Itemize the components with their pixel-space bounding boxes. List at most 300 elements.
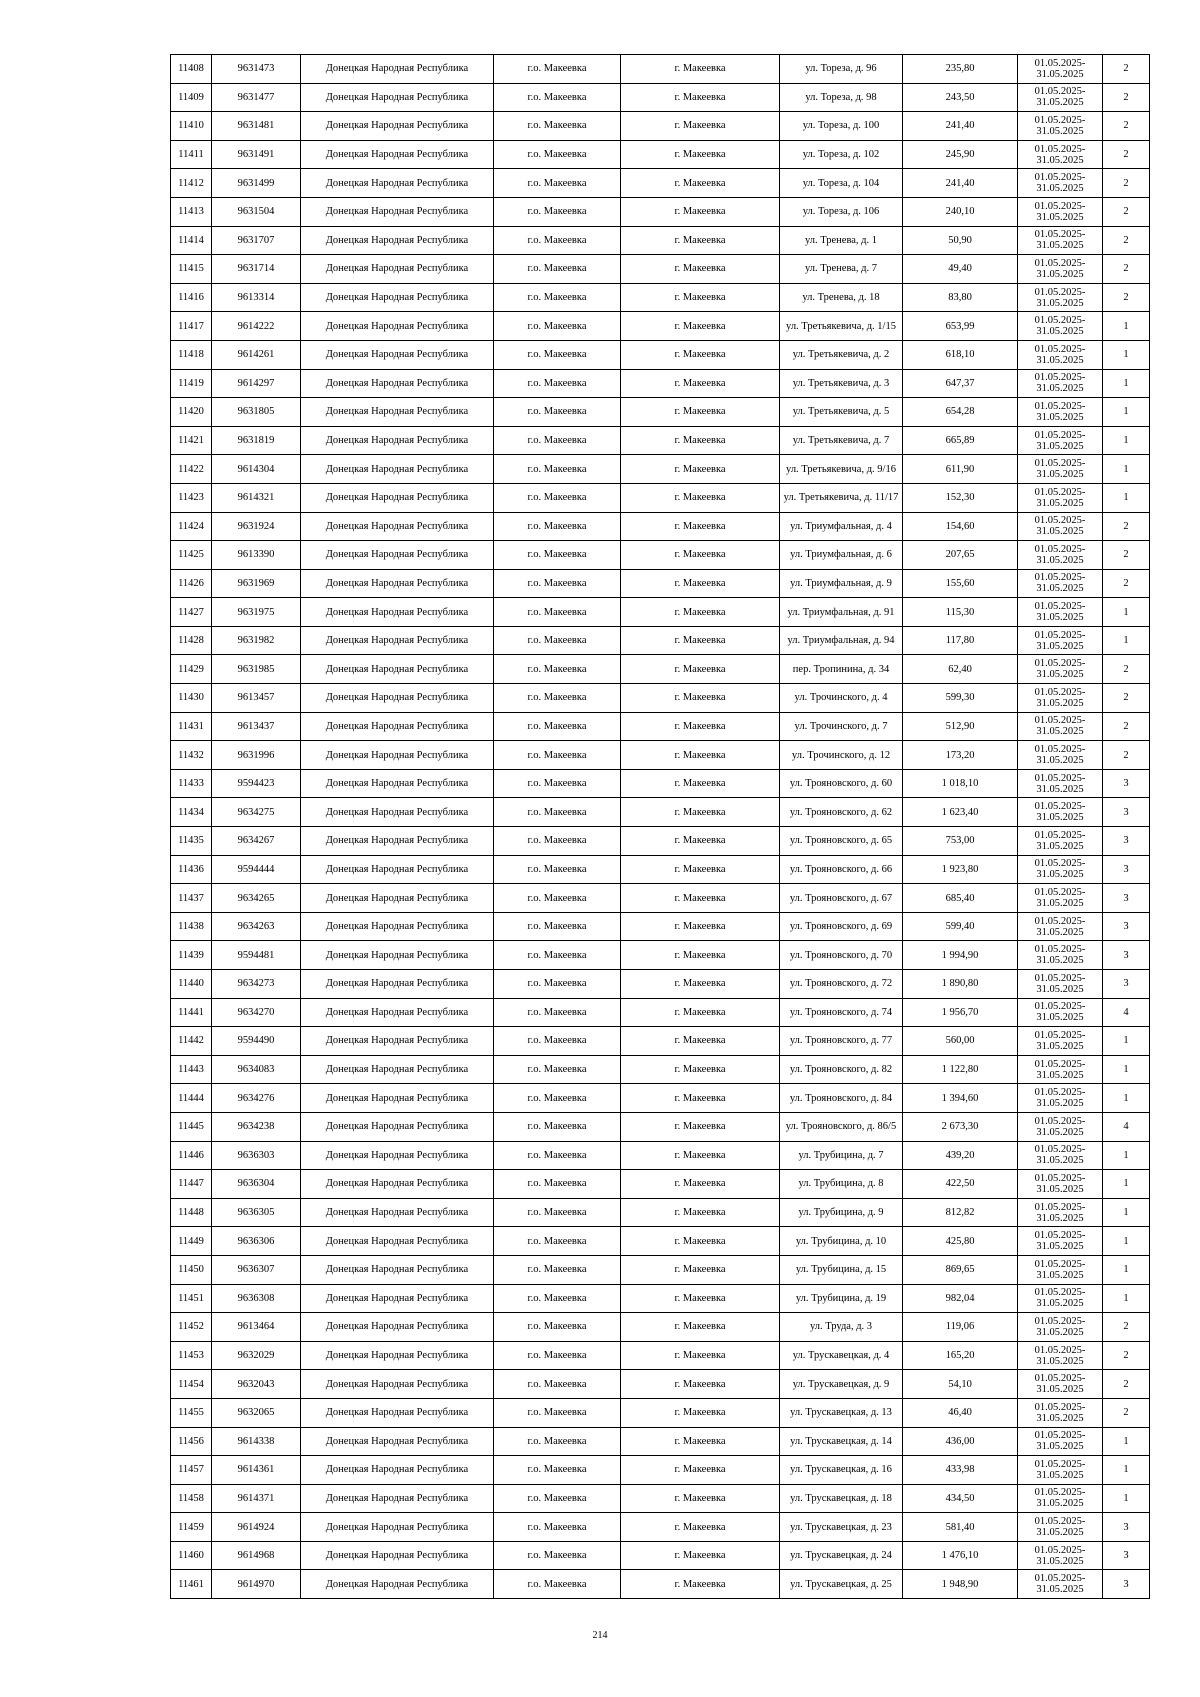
- period-start: 01.05.2025-: [1034, 343, 1086, 355]
- category-cell: 2: [1103, 741, 1150, 770]
- object-id-cell: 9634083: [212, 1055, 301, 1084]
- table-row: [171, 912, 1150, 941]
- republic-cell: Донецкая Народная Республика: [301, 169, 494, 198]
- object-id-cell: 9631819: [212, 426, 301, 455]
- row-number-cell: 11461: [171, 1570, 212, 1599]
- area-cell: 1 476,10: [903, 1541, 1018, 1570]
- republic-cell: Донецкая Народная Республика: [301, 226, 494, 255]
- area-cell: 439,20: [903, 1141, 1018, 1170]
- address-cell: ул. Тореза, д. 106: [780, 197, 903, 226]
- address-cell: ул. Трояновского, д. 70: [780, 941, 903, 970]
- area-cell: 434,50: [903, 1484, 1018, 1513]
- table-row: [171, 340, 1150, 369]
- address-cell: ул. Третьякевича, д. 1/15: [780, 312, 903, 341]
- period-end: 31.05.2025: [1036, 1155, 1084, 1167]
- period-start: 01.05.2025-: [1034, 744, 1086, 756]
- table-row: [171, 1456, 1150, 1485]
- city-cell: г. Макеевка: [621, 169, 780, 198]
- table-row: [171, 1227, 1150, 1256]
- category-cell: 1: [1103, 426, 1150, 455]
- municipal-district-cell: г.о. Макеевка: [494, 1513, 621, 1542]
- address-cell: ул. Тренева, д. 7: [780, 255, 903, 284]
- row-number-cell: 11411: [171, 140, 212, 169]
- row-number-cell: 11455: [171, 1398, 212, 1427]
- republic-cell: Донецкая Народная Республика: [301, 1370, 494, 1399]
- category-cell: 1: [1103, 455, 1150, 484]
- municipal-district-cell: г.о. Макеевка: [494, 398, 621, 427]
- row-number-cell: 11459: [171, 1513, 212, 1542]
- address-cell: ул. Трубицина, д. 10: [780, 1227, 903, 1256]
- municipal-district-cell: г.о. Макеевка: [494, 426, 621, 455]
- object-id-cell: 9636306: [212, 1227, 301, 1256]
- address-cell: ул. Трубицина, д. 15: [780, 1255, 903, 1284]
- category-cell: 3: [1103, 941, 1150, 970]
- period-start: 01.05.2025-: [1034, 944, 1086, 956]
- city-cell: г. Макеевка: [621, 1198, 780, 1227]
- address-cell: ул. Трояновского, д. 74: [780, 998, 903, 1027]
- address-cell: ул. Тореза, д. 104: [780, 169, 903, 198]
- republic-cell: Донецкая Народная Республика: [301, 1570, 494, 1599]
- area-cell: 240,10: [903, 197, 1018, 226]
- city-cell: г. Макеевка: [621, 83, 780, 112]
- city-cell: г. Макеевка: [621, 1141, 780, 1170]
- city-cell: г. Макеевка: [621, 655, 780, 684]
- table-row: [171, 1398, 1150, 1427]
- address-cell: ул. Трочинского, д. 4: [780, 684, 903, 713]
- address-cell: ул. Тореза, д. 100: [780, 112, 903, 141]
- category-cell: 3: [1103, 827, 1150, 856]
- register-table-body: [171, 55, 1150, 1599]
- object-id-cell: 9634275: [212, 798, 301, 827]
- period-end: 31.05.2025: [1036, 1069, 1084, 1081]
- municipal-district-cell: г.о. Макеевка: [494, 1456, 621, 1485]
- area-cell: 245,90: [903, 140, 1018, 169]
- category-cell: 2: [1103, 140, 1150, 169]
- object-id-cell: 9631996: [212, 741, 301, 770]
- category-cell: 1: [1103, 1227, 1150, 1256]
- city-cell: г. Макеевка: [621, 684, 780, 713]
- republic-cell: Донецкая Народная Республика: [301, 426, 494, 455]
- category-cell: 2: [1103, 655, 1150, 684]
- municipal-district-cell: г.о. Макеевка: [494, 1427, 621, 1456]
- category-cell: 1: [1103, 1084, 1150, 1113]
- table-row: [171, 226, 1150, 255]
- row-number-cell: 11425: [171, 541, 212, 570]
- object-id-cell: 9631982: [212, 626, 301, 655]
- object-id-cell: 9634270: [212, 998, 301, 1027]
- category-cell: 3: [1103, 798, 1150, 827]
- republic-cell: Донецкая Народная Республика: [301, 1398, 494, 1427]
- period-cell: [1018, 1341, 1103, 1370]
- address-cell: ул. Трояновского, д. 72: [780, 970, 903, 999]
- period-cell: [1018, 112, 1103, 141]
- period-start: 01.05.2025-: [1034, 429, 1086, 441]
- address-cell: ул. Тореза, д. 98: [780, 83, 903, 112]
- republic-cell: Донецкая Народная Республика: [301, 1227, 494, 1256]
- municipal-district-cell: г.о. Макеевка: [494, 798, 621, 827]
- address-cell: ул. Трускавецкая, д. 25: [780, 1570, 903, 1599]
- row-number-cell: 11446: [171, 1141, 212, 1170]
- city-cell: г. Макеевка: [621, 197, 780, 226]
- period-cell: [1018, 1055, 1103, 1084]
- period-cell: [1018, 1027, 1103, 1056]
- city-cell: г. Макеевка: [621, 626, 780, 655]
- object-id-cell: 9594423: [212, 769, 301, 798]
- object-id-cell: 9614261: [212, 340, 301, 369]
- period-cell: [1018, 712, 1103, 741]
- republic-cell: Донецкая Народная Республика: [301, 912, 494, 941]
- table-row: [171, 626, 1150, 655]
- period-end: 31.05.2025: [1036, 1098, 1084, 1110]
- city-cell: г. Макеевка: [621, 569, 780, 598]
- republic-cell: Донецкая Народная Республика: [301, 369, 494, 398]
- city-cell: г. Макеевка: [621, 1427, 780, 1456]
- address-cell: ул. Трочинского, д. 12: [780, 741, 903, 770]
- table-row: [171, 998, 1150, 1027]
- object-id-cell: 9631477: [212, 83, 301, 112]
- category-cell: 1: [1103, 1427, 1150, 1456]
- object-id-cell: 9631985: [212, 655, 301, 684]
- period-cell: [1018, 483, 1103, 512]
- period-start: 01.05.2025-: [1034, 172, 1086, 184]
- republic-cell: Донецкая Народная Республика: [301, 626, 494, 655]
- row-number-cell: 11413: [171, 197, 212, 226]
- page-number: 214: [592, 1630, 608, 1641]
- table-row: [171, 1541, 1150, 1570]
- address-cell: ул. Трояновского, д. 65: [780, 827, 903, 856]
- address-cell: пер. Тропинина, д. 34: [780, 655, 903, 684]
- area-cell: 62,40: [903, 655, 1018, 684]
- category-cell: 3: [1103, 855, 1150, 884]
- period-end: 31.05.2025: [1036, 640, 1084, 652]
- municipal-district-cell: г.о. Макеевка: [494, 769, 621, 798]
- period-end: 31.05.2025: [1036, 469, 1084, 481]
- period-cell: [1018, 1198, 1103, 1227]
- area-cell: 1 956,70: [903, 998, 1018, 1027]
- object-id-cell: 9634273: [212, 970, 301, 999]
- category-cell: 1: [1103, 312, 1150, 341]
- object-id-cell: 9636307: [212, 1255, 301, 1284]
- period-cell: [1018, 140, 1103, 169]
- municipal-district-cell: г.о. Макеевка: [494, 541, 621, 570]
- republic-cell: Донецкая Народная Республика: [301, 312, 494, 341]
- period-cell: [1018, 1456, 1103, 1485]
- period-end: 31.05.2025: [1036, 1183, 1084, 1195]
- address-cell: ул. Трубицина, д. 8: [780, 1170, 903, 1199]
- address-cell: ул. Третьякевича, д. 2: [780, 340, 903, 369]
- period-end: 31.05.2025: [1036, 755, 1084, 767]
- table-row: [171, 712, 1150, 741]
- area-cell: 1 923,80: [903, 855, 1018, 884]
- period-end: 31.05.2025: [1036, 240, 1084, 252]
- area-cell: 54,10: [903, 1370, 1018, 1399]
- period-end: 31.05.2025: [1036, 697, 1084, 709]
- city-cell: г. Макеевка: [621, 1484, 780, 1513]
- table-row: [171, 541, 1150, 570]
- row-number-cell: 11437: [171, 884, 212, 913]
- period-end: 31.05.2025: [1036, 583, 1084, 595]
- period-end: 31.05.2025: [1036, 440, 1084, 452]
- period-start: 01.05.2025-: [1034, 1258, 1086, 1270]
- object-id-cell: 9631805: [212, 398, 301, 427]
- category-cell: 1: [1103, 626, 1150, 655]
- area-cell: 1 890,80: [903, 970, 1018, 999]
- city-cell: г. Макеевка: [621, 369, 780, 398]
- row-number-cell: 11434: [171, 798, 212, 827]
- period-cell: [1018, 512, 1103, 541]
- period-start: 01.05.2025-: [1034, 1001, 1086, 1013]
- object-id-cell: 9636305: [212, 1198, 301, 1227]
- address-cell: ул. Трускавецкая, д. 16: [780, 1456, 903, 1485]
- period-start: 01.05.2025-: [1034, 1573, 1086, 1585]
- period-end: 31.05.2025: [1036, 297, 1084, 309]
- city-cell: г. Макеевка: [621, 140, 780, 169]
- period-cell: [1018, 1370, 1103, 1399]
- row-number-cell: 11419: [171, 369, 212, 398]
- area-cell: 599,40: [903, 912, 1018, 941]
- address-cell: ул. Трояновского, д. 60: [780, 769, 903, 798]
- period-end: 31.05.2025: [1036, 1040, 1084, 1052]
- address-cell: ул. Третьякевича, д. 5: [780, 398, 903, 427]
- republic-cell: Донецкая Народная Республика: [301, 1427, 494, 1456]
- republic-cell: Донецкая Народная Республика: [301, 884, 494, 913]
- period-start: 01.05.2025-: [1034, 801, 1086, 813]
- row-number-cell: 11412: [171, 169, 212, 198]
- table-row: [171, 970, 1150, 999]
- table-row: [171, 312, 1150, 341]
- address-cell: ул. Третьякевича, д. 3: [780, 369, 903, 398]
- category-cell: 3: [1103, 1513, 1150, 1542]
- object-id-cell: 9614371: [212, 1484, 301, 1513]
- table-row: [171, 1513, 1150, 1542]
- municipal-district-cell: г.о. Макеевка: [494, 712, 621, 741]
- municipal-district-cell: г.о. Макеевка: [494, 1055, 621, 1084]
- republic-cell: Донецкая Народная Республика: [301, 741, 494, 770]
- period-end: 31.05.2025: [1036, 383, 1084, 395]
- address-cell: ул. Третьякевича, д. 7: [780, 426, 903, 455]
- object-id-cell: 9614338: [212, 1427, 301, 1456]
- municipal-district-cell: г.о. Макеевка: [494, 626, 621, 655]
- object-id-cell: 9636308: [212, 1284, 301, 1313]
- table-row: [171, 369, 1150, 398]
- city-cell: г. Макеевка: [621, 483, 780, 512]
- register-table: [170, 54, 1150, 1599]
- period-cell: [1018, 1284, 1103, 1313]
- area-cell: 83,80: [903, 283, 1018, 312]
- period-end: 31.05.2025: [1036, 1212, 1084, 1224]
- republic-cell: Донецкая Народная Республика: [301, 255, 494, 284]
- category-cell: 2: [1103, 541, 1150, 570]
- address-cell: ул. Тореза, д. 96: [780, 55, 903, 84]
- period-cell: [1018, 426, 1103, 455]
- period-end: 31.05.2025: [1036, 1498, 1084, 1510]
- category-cell: 2: [1103, 712, 1150, 741]
- republic-cell: Донецкая Народная Республика: [301, 1484, 494, 1513]
- area-cell: 599,30: [903, 684, 1018, 713]
- period-cell: [1018, 55, 1103, 84]
- municipal-district-cell: г.о. Макеевка: [494, 169, 621, 198]
- period-cell: [1018, 998, 1103, 1027]
- period-cell: [1018, 941, 1103, 970]
- period-start: 01.05.2025-: [1034, 1487, 1086, 1499]
- period-start: 01.05.2025-: [1034, 257, 1086, 269]
- object-id-cell: 9631473: [212, 55, 301, 84]
- table-row: [171, 112, 1150, 141]
- period-end: 31.05.2025: [1036, 1384, 1084, 1396]
- period-start: 01.05.2025-: [1034, 1201, 1086, 1213]
- republic-cell: Донецкая Народная Республика: [301, 569, 494, 598]
- city-cell: г. Макеевка: [621, 912, 780, 941]
- category-cell: 2: [1103, 112, 1150, 141]
- city-cell: г. Макеевка: [621, 541, 780, 570]
- row-number-cell: 11458: [171, 1484, 212, 1513]
- table-row: [171, 197, 1150, 226]
- category-cell: 2: [1103, 512, 1150, 541]
- municipal-district-cell: г.о. Макеевка: [494, 1255, 621, 1284]
- table-row: [171, 884, 1150, 913]
- municipal-district-cell: г.о. Макеевка: [494, 1370, 621, 1399]
- city-cell: г. Макеевка: [621, 1313, 780, 1342]
- period-end: 31.05.2025: [1036, 1555, 1084, 1567]
- category-cell: 2: [1103, 1313, 1150, 1342]
- object-id-cell: 9634263: [212, 912, 301, 941]
- period-end: 31.05.2025: [1036, 1012, 1084, 1024]
- period-start: 01.05.2025-: [1034, 372, 1086, 384]
- category-cell: 3: [1103, 769, 1150, 798]
- object-id-cell: 9594444: [212, 855, 301, 884]
- period-end: 31.05.2025: [1036, 1241, 1084, 1253]
- period-start: 01.05.2025-: [1034, 1172, 1086, 1184]
- republic-cell: Донецкая Народная Республика: [301, 1055, 494, 1084]
- row-number-cell: 11426: [171, 569, 212, 598]
- period-cell: [1018, 741, 1103, 770]
- period-cell: [1018, 312, 1103, 341]
- area-cell: 653,99: [903, 312, 1018, 341]
- period-start: 01.05.2025-: [1034, 229, 1086, 241]
- row-number-cell: 11453: [171, 1341, 212, 1370]
- row-number-cell: 11457: [171, 1456, 212, 1485]
- municipal-district-cell: г.о. Макеевка: [494, 255, 621, 284]
- period-end: 31.05.2025: [1036, 1412, 1084, 1424]
- category-cell: 2: [1103, 1370, 1150, 1399]
- period-cell: [1018, 340, 1103, 369]
- municipal-district-cell: г.о. Макеевка: [494, 1084, 621, 1113]
- table-row: [171, 255, 1150, 284]
- city-cell: г. Макеевка: [621, 998, 780, 1027]
- republic-cell: Донецкая Народная Республика: [301, 1541, 494, 1570]
- period-end: 31.05.2025: [1036, 983, 1084, 995]
- category-cell: 3: [1103, 884, 1150, 913]
- city-cell: г. Макеевка: [621, 598, 780, 627]
- area-cell: 241,40: [903, 112, 1018, 141]
- period-end: 31.05.2025: [1036, 669, 1084, 681]
- republic-cell: Донецкая Народная Республика: [301, 970, 494, 999]
- address-cell: ул. Трояновского, д. 66: [780, 855, 903, 884]
- period-end: 31.05.2025: [1036, 840, 1084, 852]
- republic-cell: Донецкая Народная Республика: [301, 798, 494, 827]
- period-start: 01.05.2025-: [1034, 629, 1086, 641]
- row-number-cell: 11418: [171, 340, 212, 369]
- period-start: 01.05.2025-: [1034, 1230, 1086, 1242]
- period-end: 31.05.2025: [1036, 268, 1084, 280]
- table-row: [171, 1427, 1150, 1456]
- area-cell: 425,80: [903, 1227, 1018, 1256]
- object-id-cell: 9632065: [212, 1398, 301, 1427]
- republic-cell: Донецкая Народная Республика: [301, 712, 494, 741]
- republic-cell: Донецкая Народная Республика: [301, 855, 494, 884]
- area-cell: 50,90: [903, 226, 1018, 255]
- period-cell: [1018, 1513, 1103, 1542]
- object-id-cell: 9631481: [212, 112, 301, 141]
- city-cell: г. Макеевка: [621, 312, 780, 341]
- area-cell: 152,30: [903, 483, 1018, 512]
- row-number-cell: 11416: [171, 283, 212, 312]
- row-number-cell: 11417: [171, 312, 212, 341]
- period-cell: [1018, 1313, 1103, 1342]
- period-cell: [1018, 1484, 1103, 1513]
- address-cell: ул. Трояновского, д. 62: [780, 798, 903, 827]
- row-number-cell: 11442: [171, 1027, 212, 1056]
- row-number-cell: 11431: [171, 712, 212, 741]
- object-id-cell: 9614297: [212, 369, 301, 398]
- period-end: 31.05.2025: [1036, 354, 1084, 366]
- period-cell: [1018, 83, 1103, 112]
- category-cell: 1: [1103, 483, 1150, 512]
- period-start: 01.05.2025-: [1034, 458, 1086, 470]
- area-cell: 155,60: [903, 569, 1018, 598]
- address-cell: ул. Трускавецкая, д. 13: [780, 1398, 903, 1427]
- municipal-district-cell: г.о. Макеевка: [494, 741, 621, 770]
- category-cell: 2: [1103, 169, 1150, 198]
- municipal-district-cell: г.о. Макеевка: [494, 312, 621, 341]
- object-id-cell: 9631969: [212, 569, 301, 598]
- republic-cell: Донецкая Народная Республика: [301, 197, 494, 226]
- table-row: [171, 827, 1150, 856]
- object-id-cell: 9631975: [212, 598, 301, 627]
- period-cell: [1018, 1084, 1103, 1113]
- table-row: [171, 1484, 1150, 1513]
- period-cell: [1018, 827, 1103, 856]
- area-cell: 115,30: [903, 598, 1018, 627]
- row-number-cell: 11451: [171, 1284, 212, 1313]
- area-cell: 243,50: [903, 83, 1018, 112]
- municipal-district-cell: г.о. Макеевка: [494, 884, 621, 913]
- category-cell: 2: [1103, 197, 1150, 226]
- category-cell: 2: [1103, 569, 1150, 598]
- republic-cell: Донецкая Народная Республика: [301, 283, 494, 312]
- object-id-cell: 9614361: [212, 1456, 301, 1485]
- period-start: 01.05.2025-: [1034, 400, 1086, 412]
- period-end: 31.05.2025: [1036, 97, 1084, 109]
- period-cell: [1018, 369, 1103, 398]
- area-cell: 1 122,80: [903, 1055, 1018, 1084]
- city-cell: г. Макеевка: [621, 255, 780, 284]
- republic-cell: Донецкая Народная Республика: [301, 1313, 494, 1342]
- table-row: [171, 1313, 1150, 1342]
- city-cell: г. Макеевка: [621, 1027, 780, 1056]
- table-row: [171, 426, 1150, 455]
- municipal-district-cell: г.о. Макеевка: [494, 1027, 621, 1056]
- area-cell: 812,82: [903, 1198, 1018, 1227]
- period-end: 31.05.2025: [1036, 411, 1084, 423]
- period-cell: [1018, 598, 1103, 627]
- row-number-cell: 11433: [171, 769, 212, 798]
- republic-cell: Донецкая Народная Республика: [301, 827, 494, 856]
- period-cell: [1018, 855, 1103, 884]
- register-sheet: [170, 54, 1138, 1599]
- row-number-cell: 11429: [171, 655, 212, 684]
- address-cell: ул. Трубицина, д. 7: [780, 1141, 903, 1170]
